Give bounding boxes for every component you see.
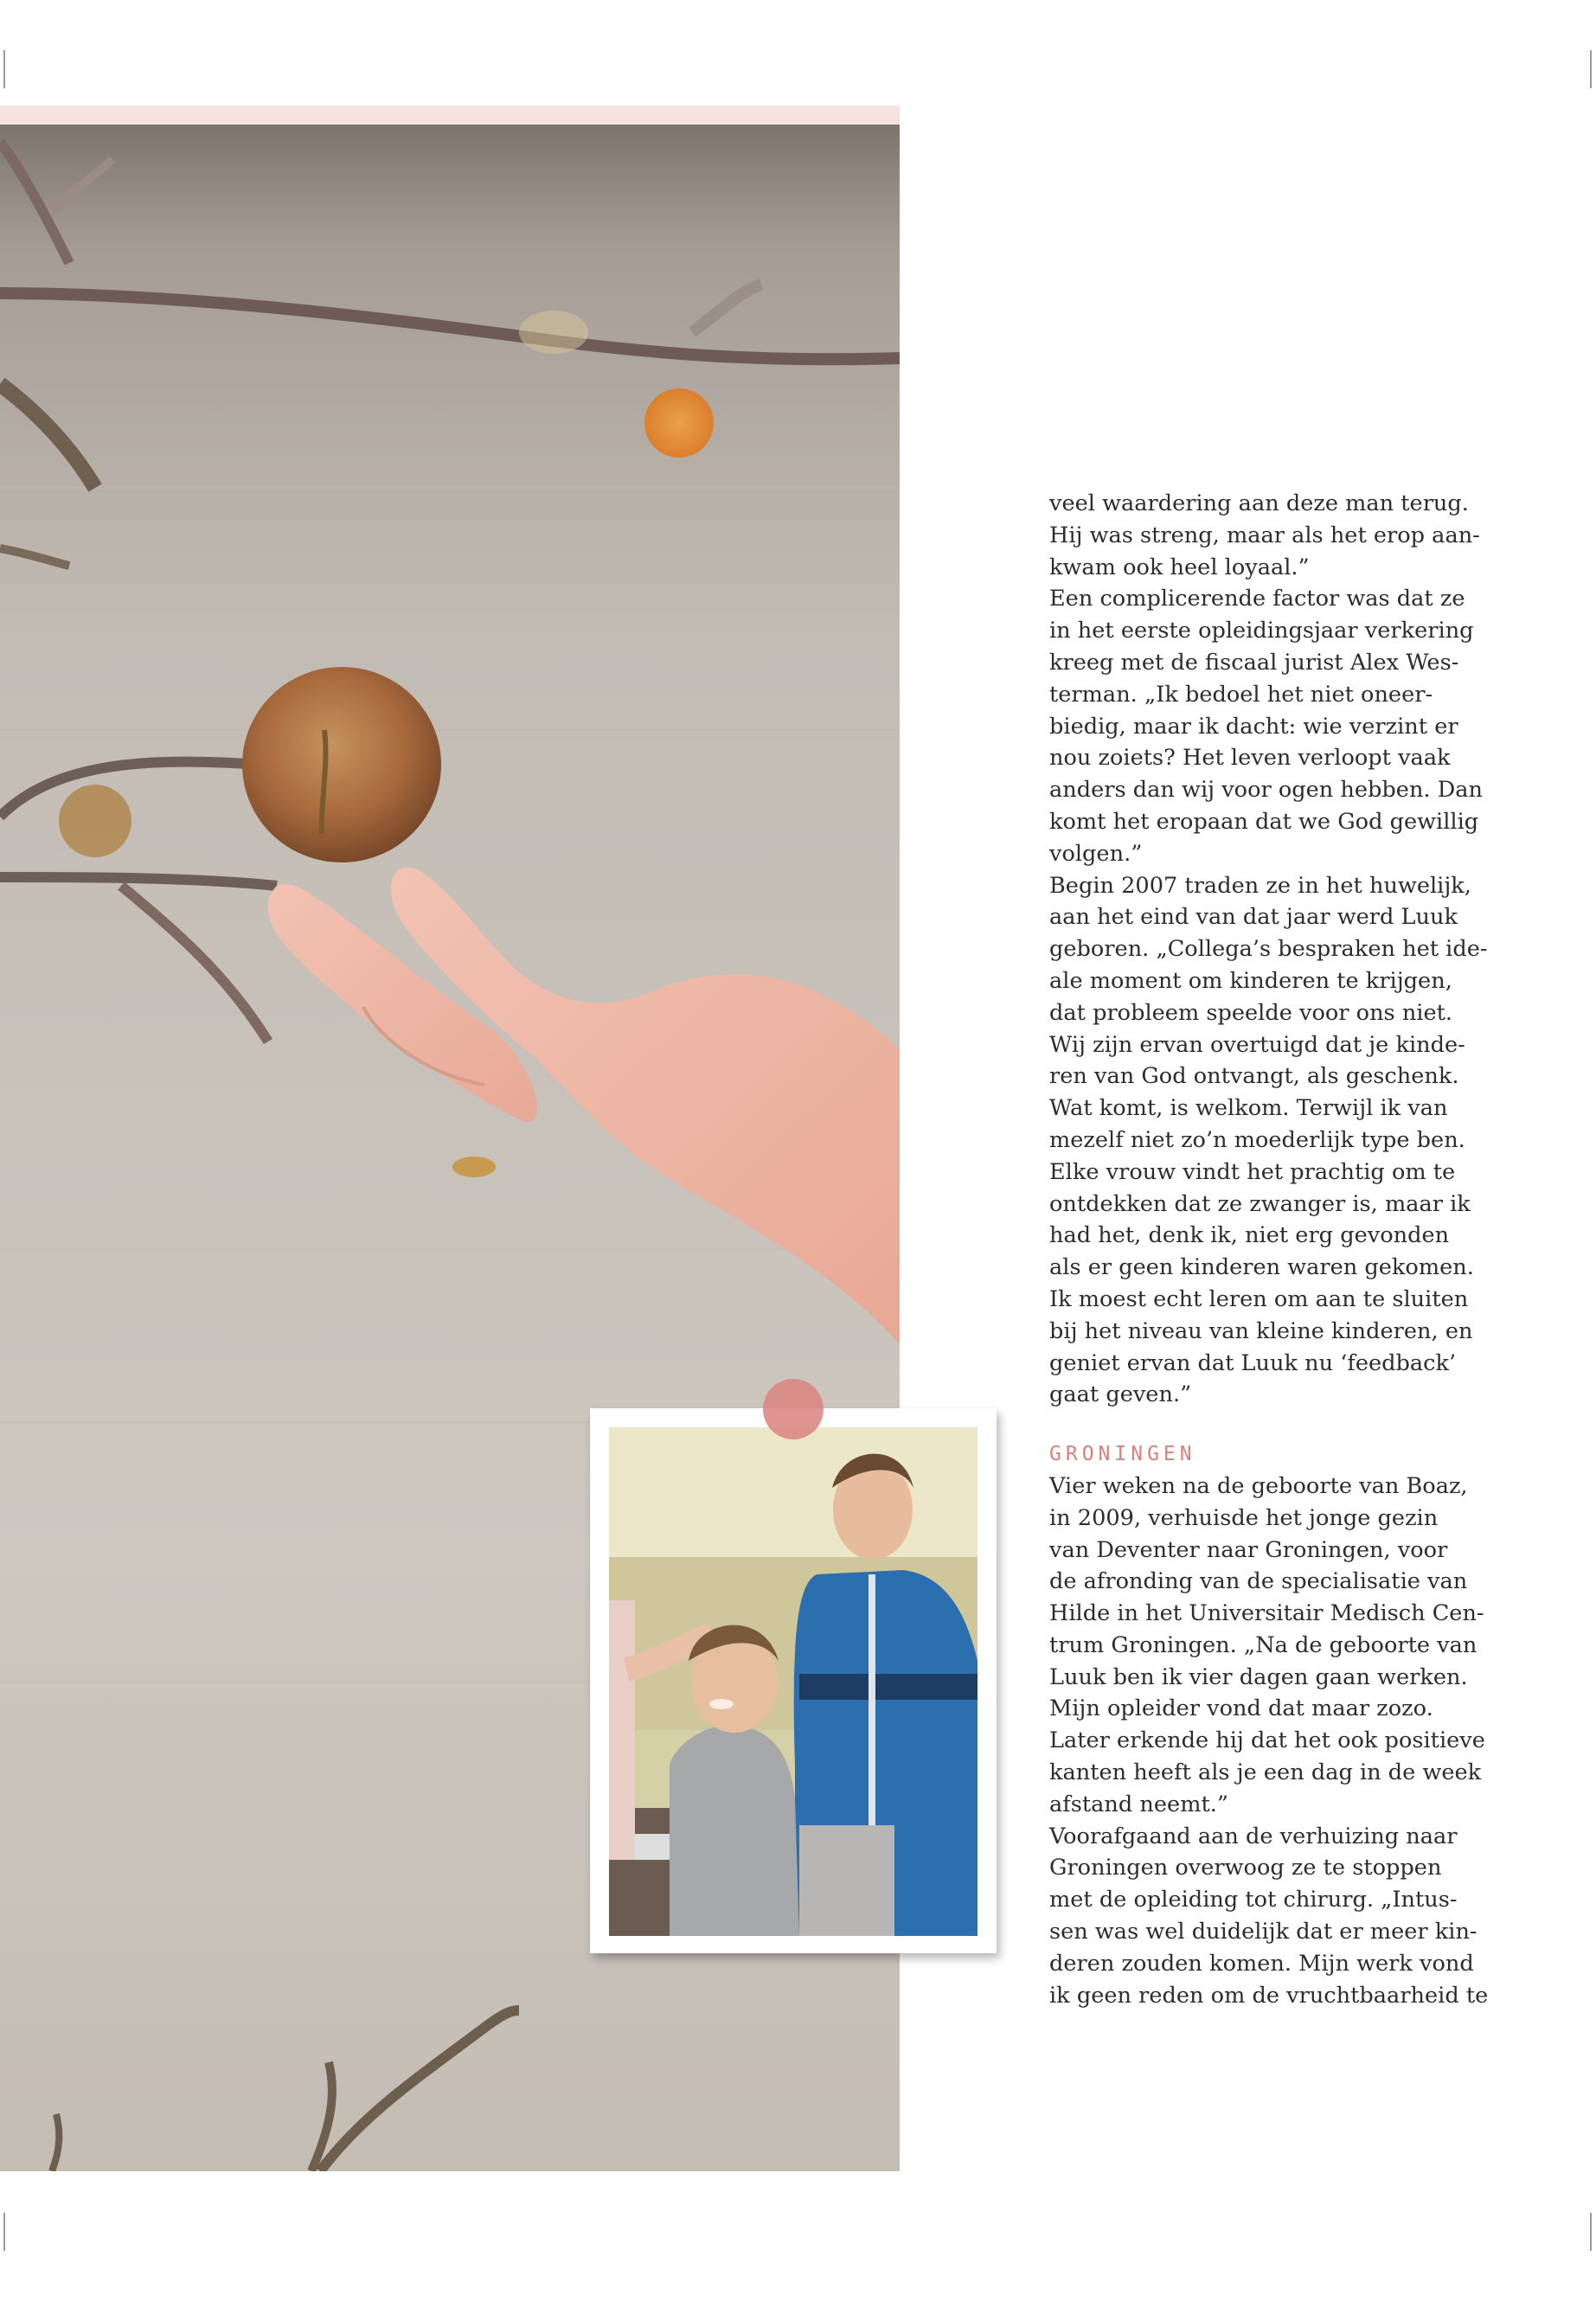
text-line: anders dan wij voor ogen hebben. Dan [1049, 777, 1483, 804]
text-line: Voorafgaand aan de verhuizing naar [1049, 1823, 1458, 1849]
text-line: als er geen kinderen waren gekomen. [1049, 1254, 1474, 1281]
text-line: in 2009, verhuisde het jonge gezin [1049, 1504, 1439, 1531]
text-line: ik geen reden om de vruchtbaarheid te [1049, 1982, 1489, 2009]
text-line: Elke vrouw vindt het prachtig om te [1049, 1158, 1456, 1185]
text-line: afstand neemt.” [1049, 1791, 1228, 1817]
text-line: gaat geven.” [1049, 1381, 1192, 1408]
paragraph-3 [1049, 870, 1488, 1412]
text-line: ren van God ontvangt, als geschenk. [1049, 1063, 1459, 1090]
text-line: kreeg met de fiscaal jurist Alex Wes- [1049, 649, 1459, 676]
text-line: veel waardering aan deze man terug. [1049, 490, 1469, 516]
crop-mark-bottom-left [3, 2213, 5, 2251]
pin-dot [763, 1379, 824, 1439]
section-heading: GRONINGEN [1049, 1443, 1196, 1466]
text-line: had het, denk ik, niet erg gevonden [1049, 1222, 1450, 1249]
text-line: Luuk ben ik vier dagen gaan werken. [1049, 1663, 1468, 1690]
crop-mark-top-left [3, 50, 5, 88]
text-line: volgen.” [1049, 840, 1143, 867]
text-line: komt het eropaan dat we God gewillig [1049, 808, 1479, 835]
article-column [1049, 488, 1489, 2011]
text-line: trum Groningen. „Na de geboorte van [1049, 1631, 1477, 1658]
crop-mark-bottom-right [1590, 2213, 1592, 2251]
paragraph-2 [1049, 583, 1482, 869]
text-line: deren zouden komen. Mijn werk vond [1049, 1950, 1474, 1977]
paragraph-4 [1049, 1471, 1485, 1821]
text-line: Later erkende hij dat het ook positieve [1049, 1727, 1485, 1754]
header-band [0, 106, 900, 125]
text-line: mezelf niet zo’n moederlijk type ben. [1049, 1126, 1465, 1153]
text-line: Wij zijn ervan overtuigd dat je kinde- [1049, 1031, 1465, 1058]
text-line: Begin 2007 traden ze in het huwelijk, [1049, 872, 1471, 899]
text-line: nou zoiets? Het leven verloopt vaak [1049, 745, 1451, 772]
inset-photo-frame [590, 1408, 997, 1953]
text-line: Vier weken na de geboorte van Boaz, [1049, 1472, 1468, 1499]
paragraph-5 [1049, 1821, 1489, 2012]
text-line: terman. „Ik bedoel het niet oneer- [1049, 681, 1433, 708]
text-line: Groningen overwoog ze te stoppen [1049, 1855, 1442, 1881]
text-line: ontdekken dat ze zwanger is, maar ik [1049, 1190, 1471, 1217]
text-line: van Deventer naar Groningen, voor [1049, 1536, 1448, 1563]
text-line: sen was wel duidelijk dat er meer kin- [1049, 1919, 1477, 1945]
text-line: Een complicerende factor was dat ze [1049, 586, 1465, 612]
text-line: dat probleem speelde voor ons niet. [1049, 999, 1453, 1026]
text-line: Hij was streng, maar als het erop aan- [1049, 522, 1480, 548]
text-line: Ik moest echt leren om aan te sluiten [1049, 1285, 1469, 1312]
inset-photo [609, 1427, 977, 1936]
text-line: biedig, maar ik dacht: wie verzint er [1049, 713, 1458, 740]
crop-mark-top-right [1590, 50, 1592, 88]
text-line: aan het eind van dat jaar werd Luuk [1049, 904, 1458, 931]
text-line: kanten heeft als je een dag in de week [1049, 1759, 1482, 1786]
paragraph-1 [1049, 488, 1482, 583]
text-line: geniet ervan dat Luuk nu ‘feedback’ [1049, 1349, 1457, 1376]
text-line: de afronding van de specialisatie van [1049, 1568, 1468, 1595]
text-line: Mijn opleider vond dat maar zozo. [1049, 1695, 1433, 1722]
text-line: Wat komt, is welkom. Terwijl ik van [1049, 1095, 1448, 1122]
text-line: in het eerste opleidingsjaar verkering [1049, 618, 1474, 644]
text-line: ale moment om kinderen te krijgen, [1049, 967, 1452, 994]
text-line: Hilde in het Universitair Medisch Cen- [1049, 1600, 1484, 1627]
text-line: met de opleiding tot chirurg. „Intus- [1049, 1887, 1458, 1913]
text-line: bij het niveau van kleine kinderen, en [1049, 1317, 1473, 1344]
text-line: kwam ook heel loyaal.” [1049, 554, 1310, 580]
text-line: geboren. „Collega’s bespraken het ide- [1049, 936, 1488, 963]
